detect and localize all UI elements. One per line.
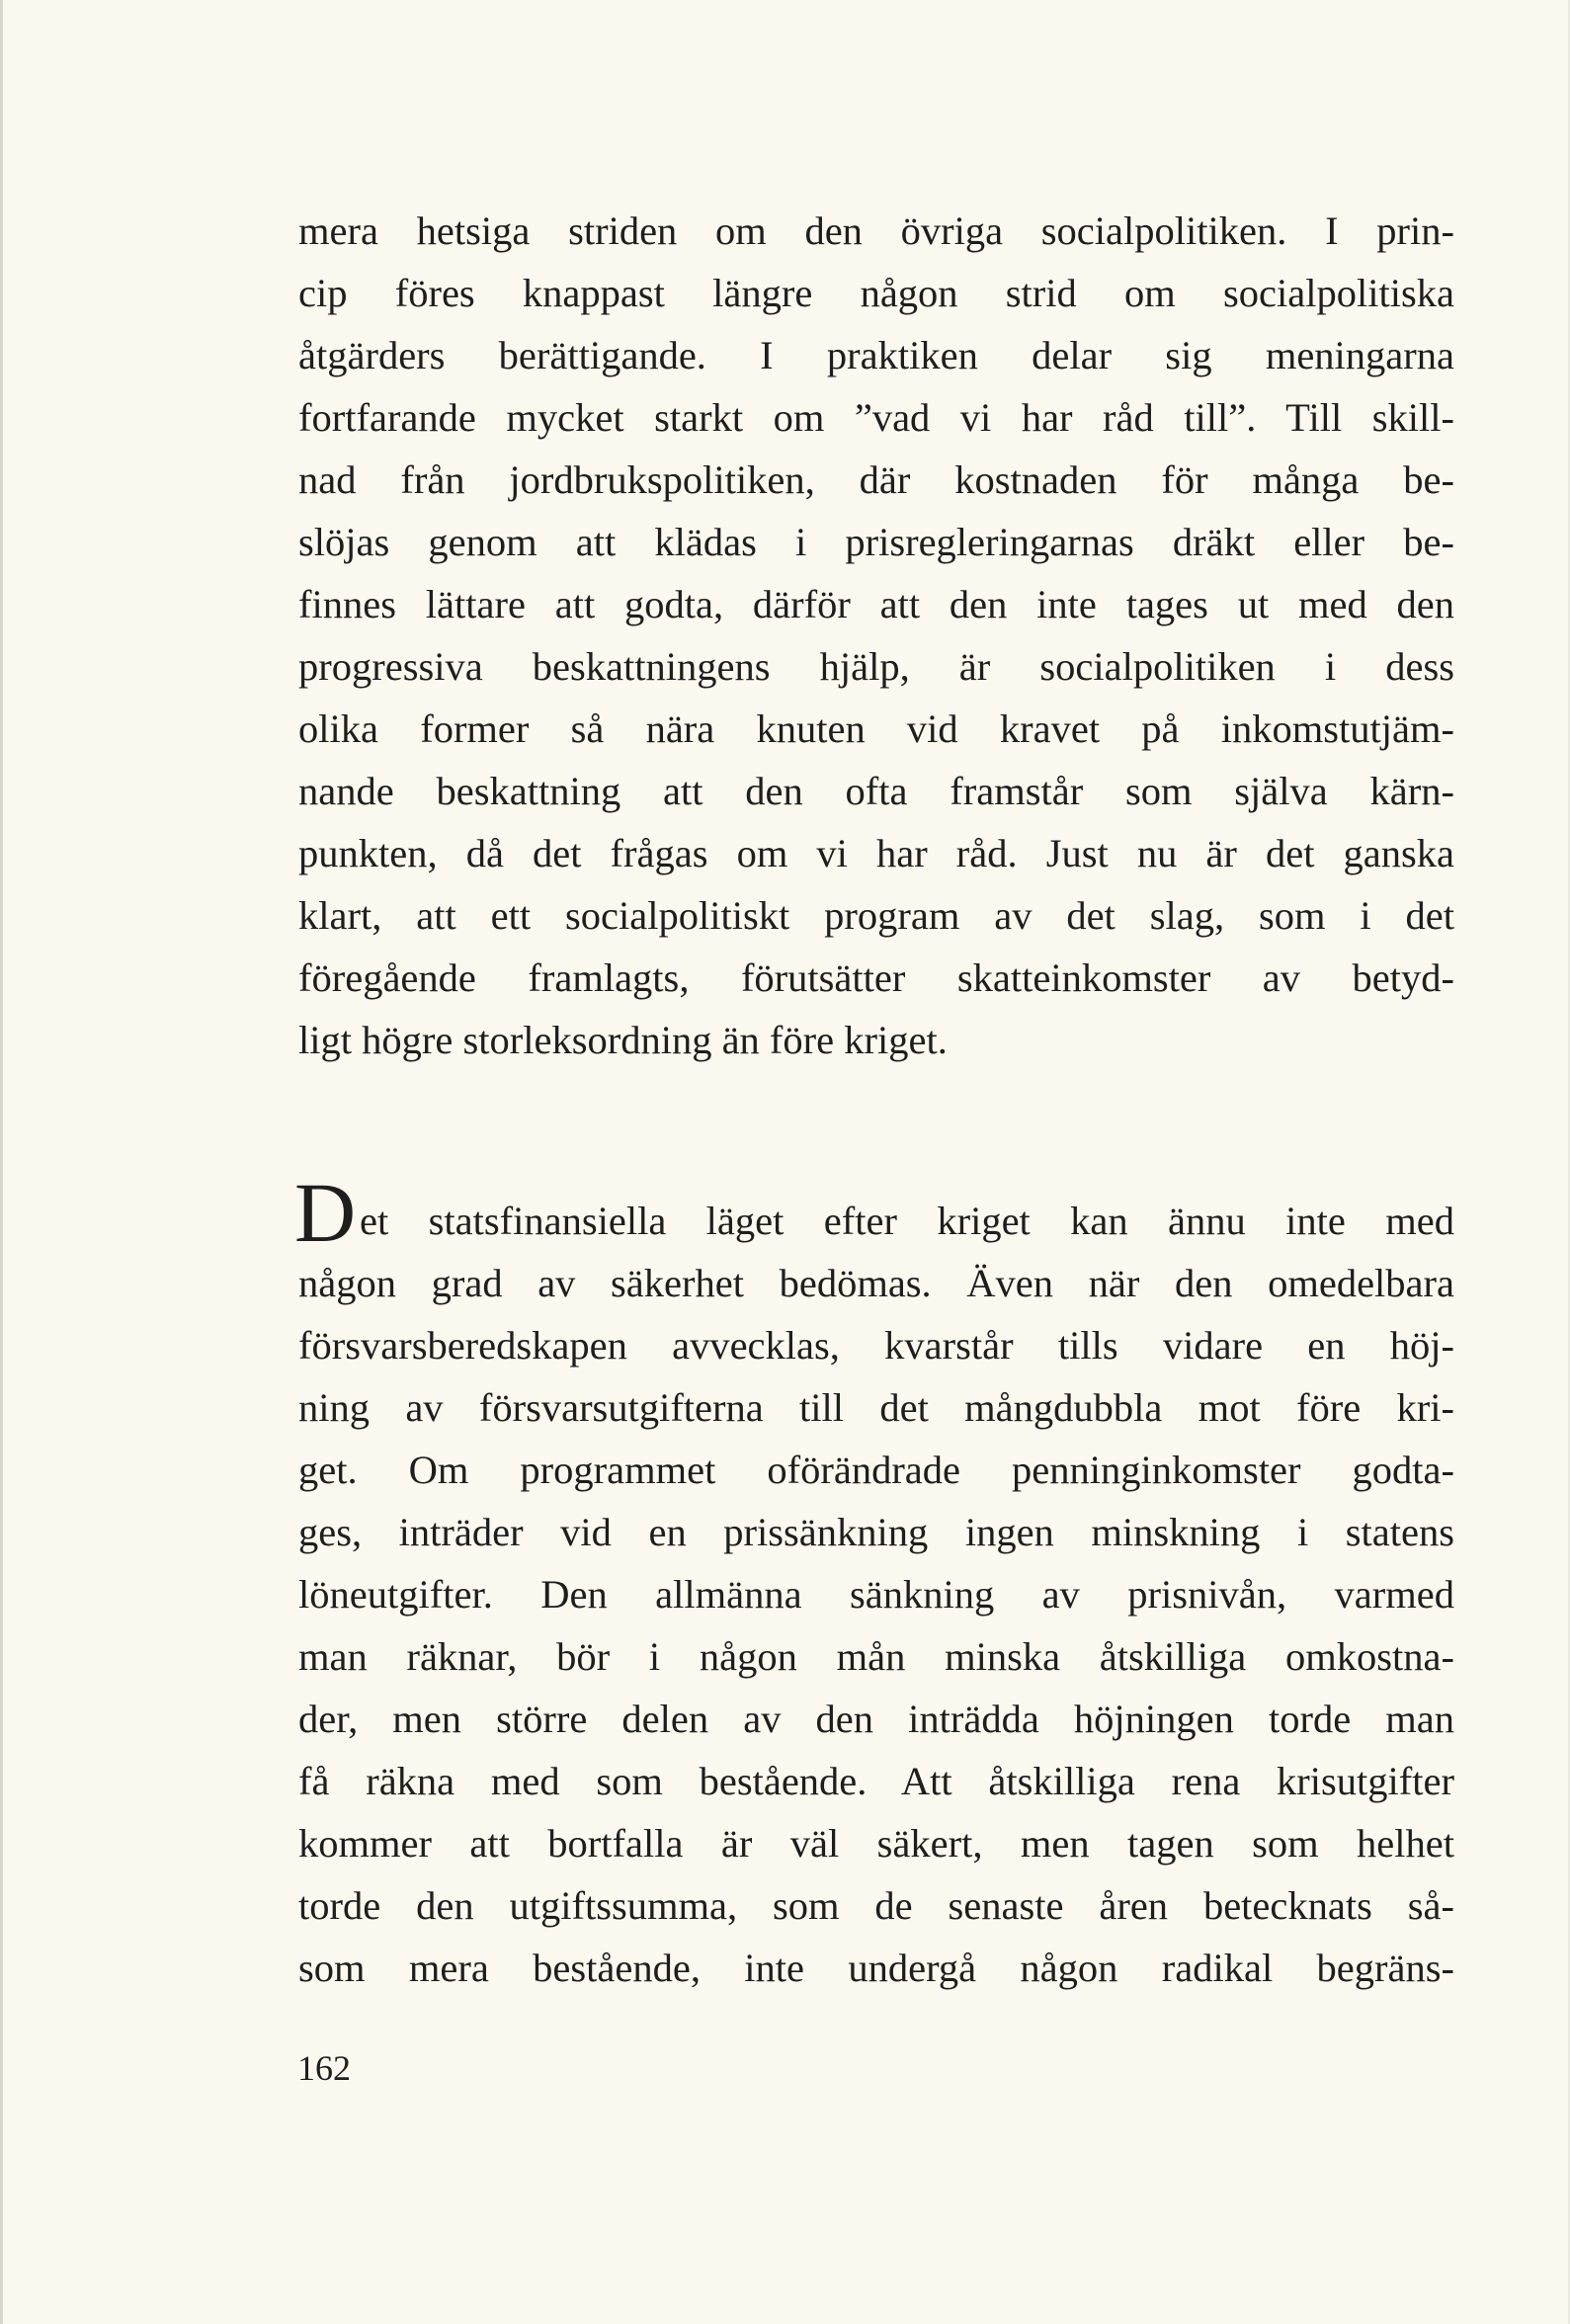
text-line: torde den utgiftssumma, som de senaste åren betecknats så- xyxy=(298,1883,1454,1928)
text-line: kommer att bortfalla är väl säkert, men tagen som helhet xyxy=(298,1821,1454,1866)
text-line: någon grad av säkerhet bedömas. Även när den omedelbara xyxy=(298,1261,1454,1305)
text-line: slöjas genom att klädas i prisregleringarnas dräkt eller be- xyxy=(298,520,1454,564)
text-line: ligt högre storleksordning än före kriget. xyxy=(298,1018,948,1062)
dropcap-line xyxy=(294,1165,1454,1260)
text-line: et statsfinansiella läget efter kriget kan ännu inte med xyxy=(360,1199,1454,1243)
text-line: ning av försvarsutgifterna till det mångdubbla mot före kri- xyxy=(298,1385,1454,1430)
text-line: löneutgifter. Den allmänna sänkning av prisnivån, varmed xyxy=(298,1572,1454,1617)
text-line: der, men större delen av den inträdda höjningen torde man xyxy=(298,1697,1454,1741)
text-line: få räkna med som bestående. Att åtskilliga rena krisutgifter xyxy=(298,1759,1454,1803)
text-line: föregående framlagts, förutsätter skatteinkomster av betyd- xyxy=(298,955,1454,1000)
text-line: man räknar, bör i någon mån minska åtskilliga omkostna- xyxy=(298,1634,1454,1679)
text-line: olika former så nära knuten vid kravet på inkomstutjäm- xyxy=(298,706,1454,751)
text-line: nad från jordbrukspolitiken, där kostnaden för många be- xyxy=(298,457,1454,502)
drop-cap: D xyxy=(294,1165,357,1260)
text-line: cip föres knappast längre någon strid om socialpolitiska xyxy=(298,271,1454,315)
text-line: försvarsberedskapen avvecklas, kvarstår tills vidare en höj- xyxy=(298,1323,1454,1368)
text-line: mera hetsiga striden om den övriga socialpolitiken. I prin- xyxy=(298,208,1454,253)
text-line: get. Om programmet oförändrade penninginkomster godta- xyxy=(298,1448,1454,1492)
text-line: punkten, då det frågas om vi har råd. Just nu är det ganska xyxy=(298,831,1454,875)
paragraph-2 xyxy=(294,1165,1454,1999)
text-line: ges, inträder vid en prissänkning ingen minskning i statens xyxy=(298,1510,1454,1554)
text-line: klart, att ett socialpolitiskt program av det slag, som i det xyxy=(298,893,1454,938)
text-line: nande beskattning att den ofta framstår som själva kärn- xyxy=(298,769,1454,813)
text-line: progressiva beskattningens hjälp, är socialpolitiken i dess xyxy=(298,644,1454,689)
text-line: fortfarande mycket starkt om ”vad vi har råd till”. Till skill- xyxy=(298,395,1454,440)
text-line: som mera bestående, inte undergå någon radikal begräns- xyxy=(298,1946,1454,1990)
paragraph-1 xyxy=(298,200,1454,1071)
text-line: finnes lättare att godta, därför att den inte tages ut med den xyxy=(298,582,1454,626)
text-line: åtgärders berättigande. I praktiken delar sig meningarna xyxy=(298,333,1454,377)
page-number: 162 xyxy=(297,2048,351,2088)
